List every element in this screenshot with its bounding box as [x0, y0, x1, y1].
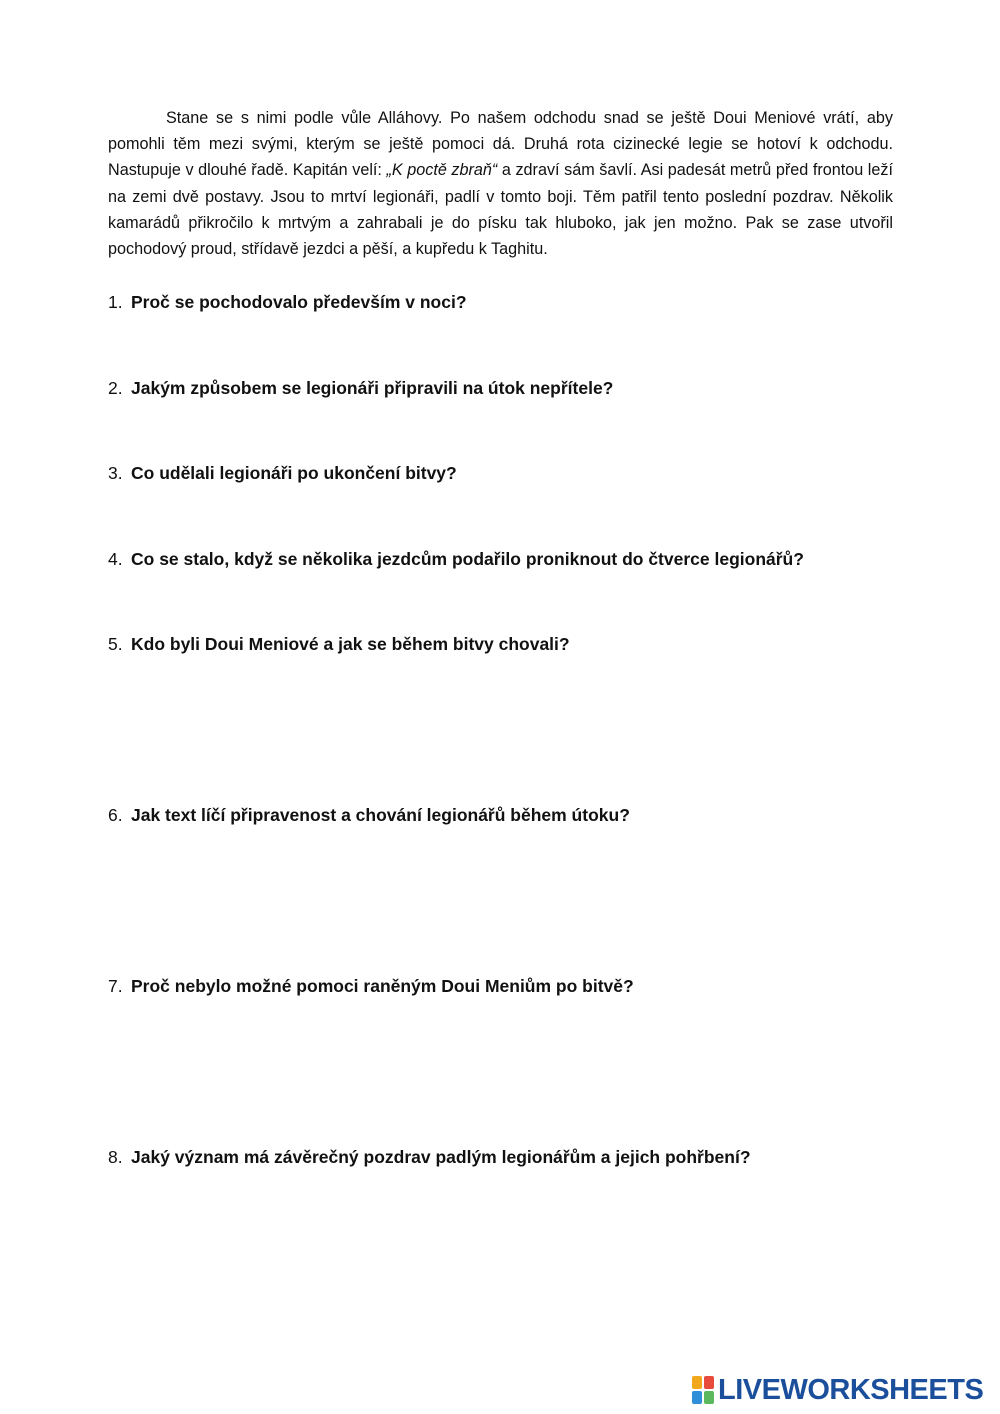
question-2 [108, 376, 968, 400]
reading-passage [108, 105, 893, 262]
passage-text-start: Stane se s nimi podle vůle Alláhovy. Po našem odchodu snad se ještě Doui Meniové vrátí, aby pomohli těm mezi svými, kterým se ještě pomoci dá. Druhá rota cizinecké legie se hotoví k odchodu. Nastupuje v dlouhé řadě. Kapitán velí: [108, 109, 893, 180]
question-text: Kdo byli Doui Meniové a jak se během bitvy chovali? [131, 634, 570, 654]
logo-square [692, 1376, 702, 1389]
question-number: 4. [108, 549, 123, 569]
question-1 [108, 290, 968, 314]
question-number: 6. [108, 805, 123, 825]
question-text: Proč nebylo možné pomoci raněným Doui Meniům po bitvě? [131, 976, 634, 996]
question-number: 3. [108, 463, 123, 483]
question-text: Proč se pochodovalo především v noci? [131, 292, 467, 312]
liveworksheets-logo[interactable] [692, 1374, 983, 1406]
logo-square [704, 1376, 714, 1389]
question-7 [108, 974, 968, 998]
logo-text: LIVEWORKSHEETS [718, 1374, 984, 1406]
question-4 [108, 547, 968, 571]
question-5 [108, 632, 968, 656]
question-text: Co udělali legionáři po ukončení bitvy? [131, 463, 457, 483]
logo-mark-icon [692, 1376, 714, 1404]
logo-square [704, 1391, 714, 1404]
question-number: 7. [108, 976, 123, 996]
question-number: 5. [108, 634, 123, 654]
question-number: 2. [108, 378, 123, 398]
question-8 [108, 1145, 968, 1169]
question-number: 1. [108, 292, 123, 312]
question-text: Co se stalo, když se několika jezdcům podařilo proniknout do čtverce legionářů? [131, 549, 804, 569]
question-text: Jaký význam má závěrečný pozdrav padlým legionářům a jejich pohřbení? [131, 1147, 751, 1167]
passage-text-end: a zdraví sám šavlí. Asi padesát metrů před frontou leží na zemi dvě postavy. Jsou to mrtví legionáři, padlí v tomto boji. Těm patřil tento poslední pozdrav. Několik kamarádů přikročilo k mrtvým a zahrabali je do písku tak hluboko, jak jen možno. Pak se zase utvořil pochodový proud, střídavě jezdci a pěší, a kupředu k Taghitu. [108, 161, 893, 259]
logo-square [692, 1391, 702, 1404]
question-6 [108, 803, 968, 827]
question-text: Jakým způsobem se legionáři připravili na útok nepřítele? [131, 378, 614, 398]
passage-quote: „K poctě zbraň“ [386, 161, 498, 180]
question-3 [108, 461, 968, 485]
question-number: 8. [108, 1147, 123, 1167]
question-text: Jak text líčí připravenost a chování legionářů během útoku? [131, 805, 630, 825]
